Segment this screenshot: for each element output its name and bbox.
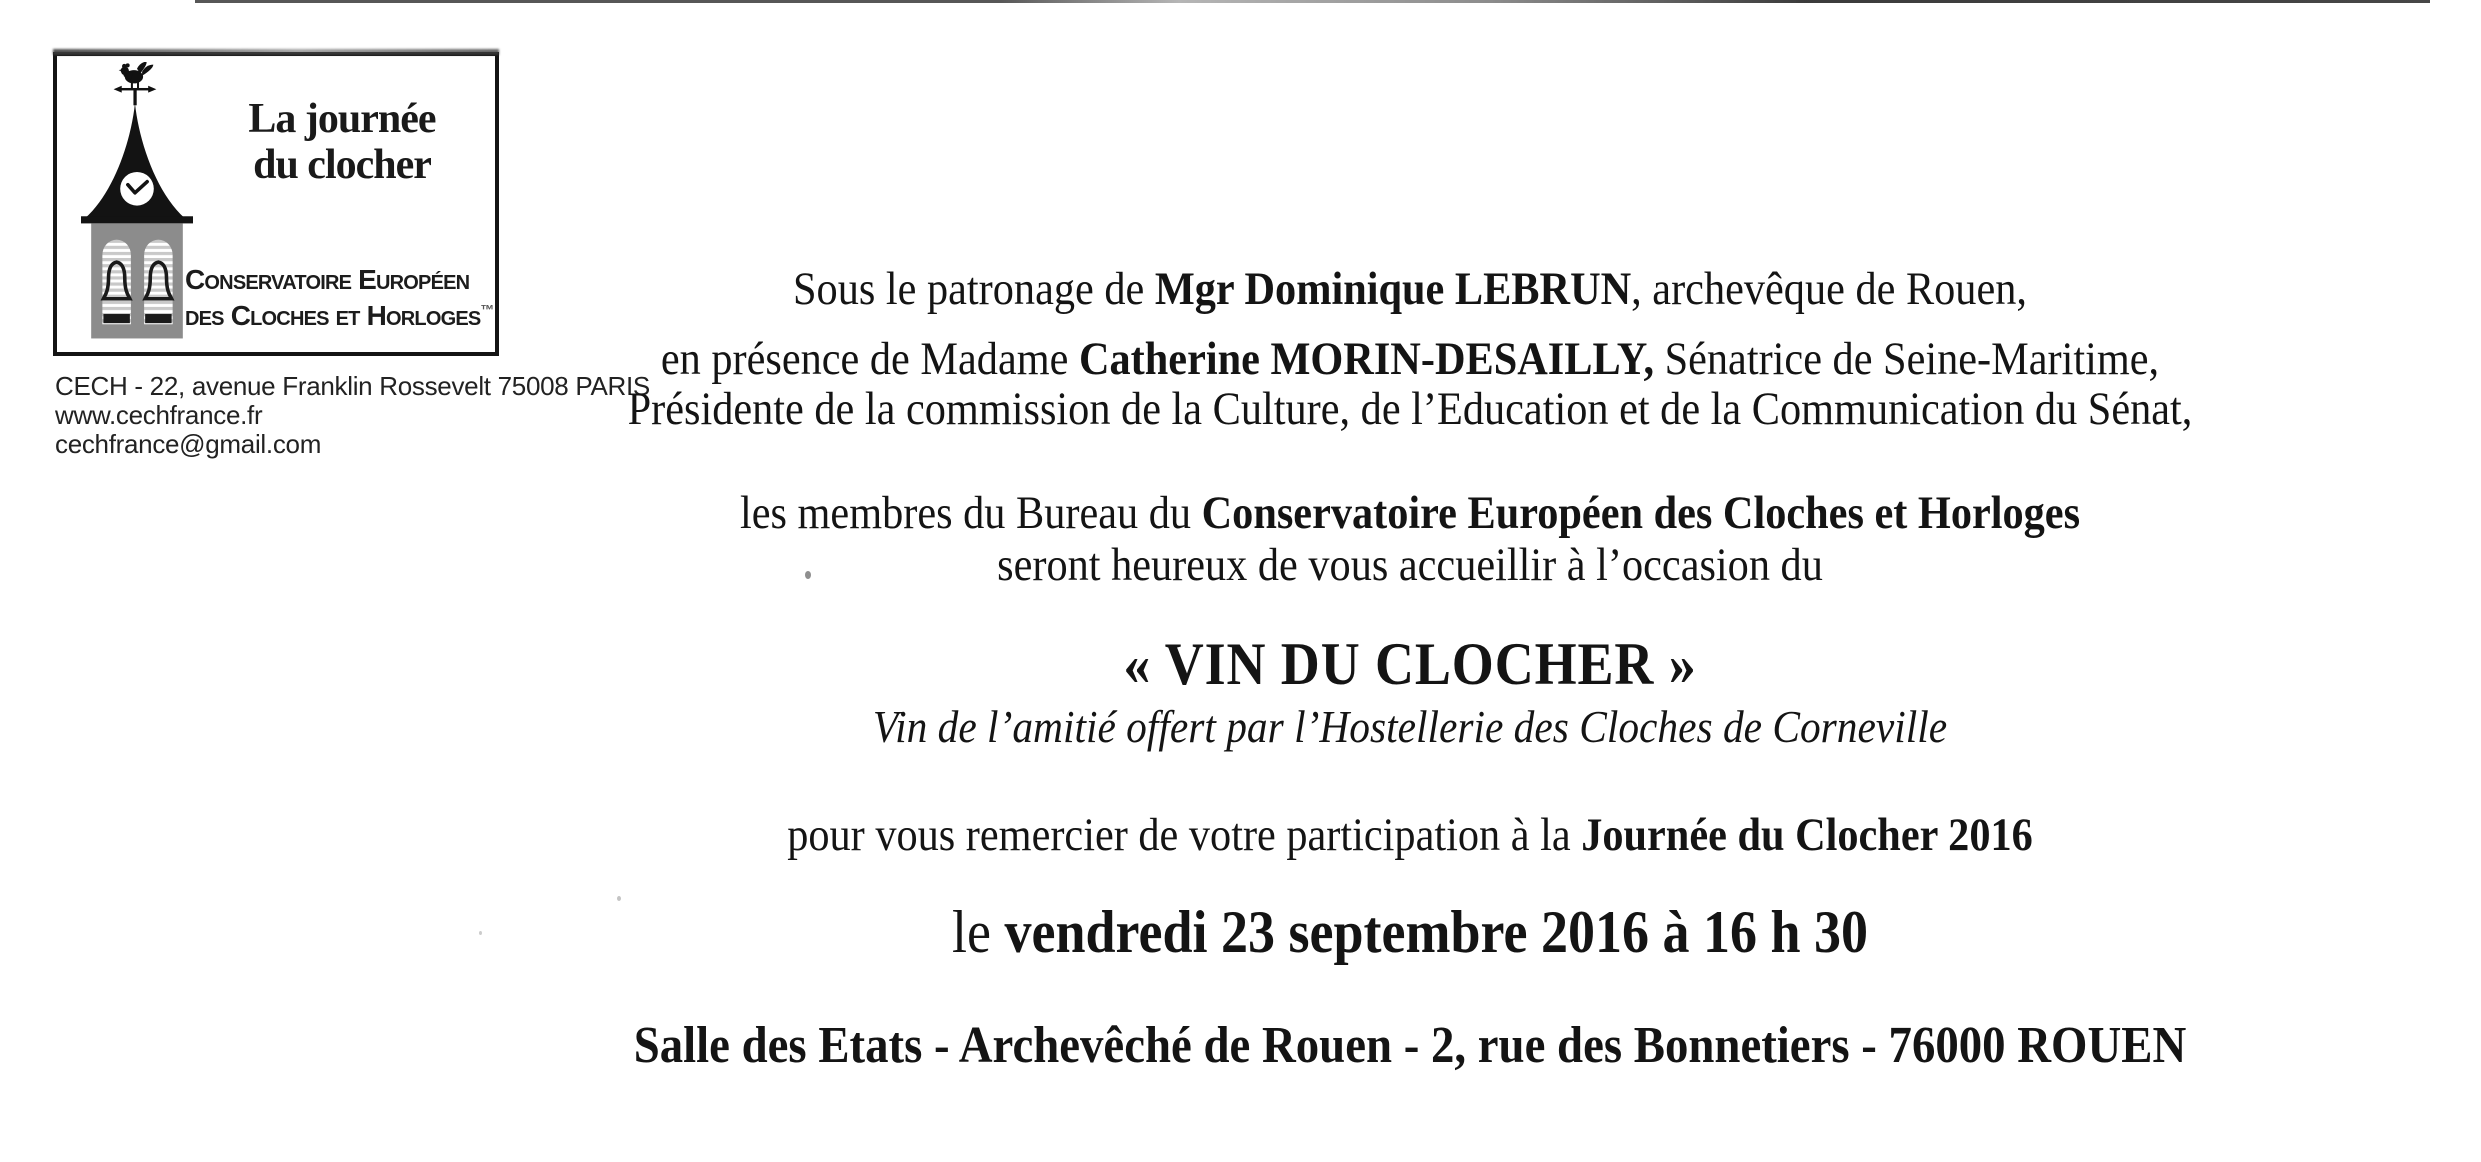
logo-title — [197, 96, 487, 188]
accueil-line: seront heureux de vous accueillir à l’occasion du — [997, 539, 1823, 591]
trademark-symbol: ™ — [480, 302, 495, 319]
contact-address: CECH - 22, avenue Franklin Rossevelt 75008 PARIS — [55, 371, 650, 401]
remerciement-event-name: Journée du Clocher 2016 — [1581, 809, 2033, 861]
datetime-line — [465, 898, 2355, 967]
organization-name — [185, 262, 501, 335]
membres-prefix: les membres du Bureau du — [739, 487, 1202, 539]
tower-spire — [81, 103, 193, 223]
org-name-line2 — [185, 298, 501, 334]
tower-body — [91, 223, 183, 338]
bell-window-right — [144, 240, 173, 325]
org-name-line2-text: des Cloches et Horloges — [185, 300, 481, 332]
presence-line — [465, 332, 2355, 386]
datetime-prefix: le — [951, 899, 1005, 965]
contact-website: www.cechfrance.fr — [55, 400, 263, 431]
bell-window-left — [102, 240, 131, 325]
presence-prefix: en présence de Madame — [660, 333, 1079, 385]
org-name-line1: Conservatoire Européen — [185, 264, 470, 295]
membres-line — [465, 486, 2355, 540]
presence-suffix: Sénatrice de Seine-Maritime, — [1654, 333, 2160, 385]
scan-artifact-top-line — [195, 0, 2430, 3]
patronage-prefix: Sous le patronage de — [793, 263, 1155, 315]
datetime-value: vendredi 23 septembre 2016 à 16 h 30 — [1004, 899, 1868, 965]
rooster-weathervane-icon — [114, 62, 157, 105]
event-title: « VIN DU CLOCHER » — [1123, 631, 1697, 697]
remerciement-line — [465, 808, 2355, 862]
presence-name: Catherine MORIN-DESAILLY, — [1078, 333, 1655, 385]
remerciement-prefix: pour vous remercier de votre participation à la — [787, 809, 1582, 861]
contact-email: cechfrance@gmail.com — [55, 429, 322, 460]
patronage-name: Mgr Dominique LEBRUN — [1154, 263, 1632, 315]
venue-line: Salle des Etats - Archevêché de Rouen - 2, rue des Bonnetiers - 76000 ROUEN — [633, 1017, 2187, 1074]
event-subtitle: Vin de l’amitié offert par l’Hostellerie des Cloches de Corneville — [872, 701, 1948, 752]
presidente-line: Présidente de la commission de la Culture, de l’Education et de la Communication du Sénat, — [627, 383, 2193, 435]
membres-org-name: Conservatoire Européen des Cloches et Horloges — [1201, 487, 2081, 539]
logo-title-line2: du clocher — [253, 142, 431, 189]
logo-title-line1: La journée — [248, 96, 436, 142]
cech-logo-box — [53, 52, 499, 356]
church-tower-logo-icon — [81, 62, 193, 340]
patronage-line — [465, 262, 2355, 319]
patronage-suffix: , archevêque de Rouen, — [1631, 263, 2027, 315]
